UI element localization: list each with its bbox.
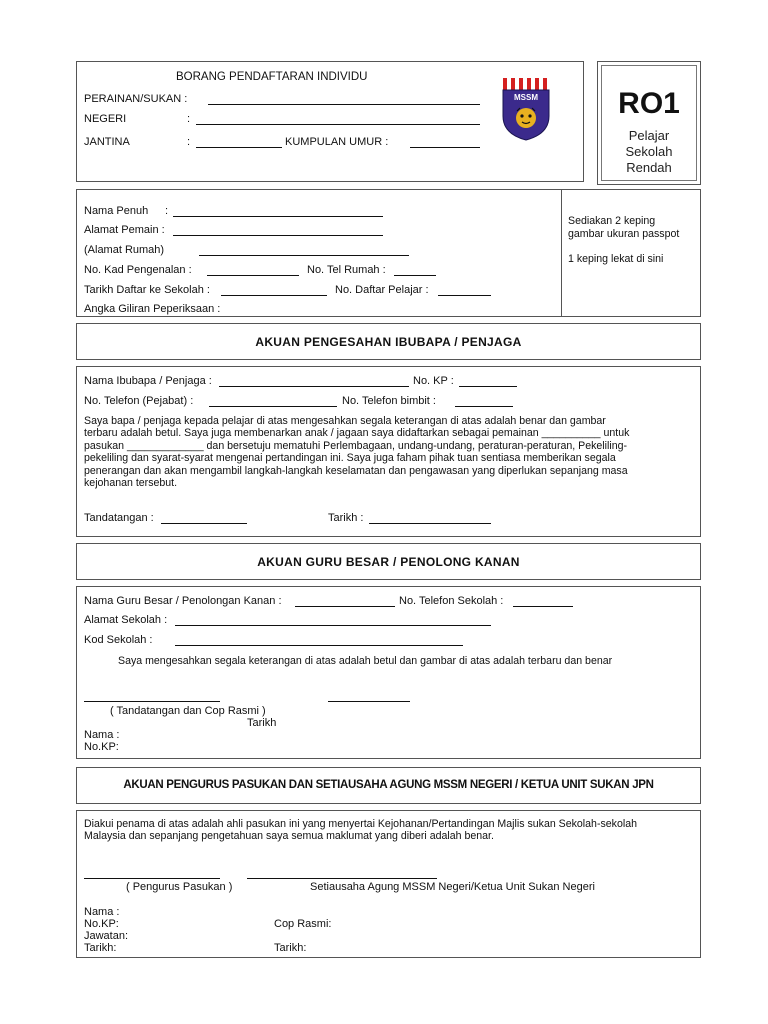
headmaster-nokp-line: No.KP:	[84, 741, 119, 753]
category-line-1: Pelajar	[628, 128, 670, 143]
headmaster-heading-box	[76, 543, 701, 580]
form-code-box	[597, 61, 701, 185]
headmaster-nama-label: Nama Guru Besar / Penolongan Kanan :	[84, 595, 282, 607]
parent-tarikh-label: Tarikh :	[328, 512, 364, 524]
parent-heading: AKUAN PENGESAHAN IBUBAPA / PENJAGA	[255, 335, 522, 349]
perainan-label: PERAINAN/SUKAN :	[84, 93, 188, 105]
parent-declaration-line-3: pasukan _____________ dan bersetuju mematuhi Perlembagaan, undang-undang, peraturan-peraturan, Pekeliling-	[84, 439, 628, 452]
kod-sekolah-label: Kod Sekolah :	[84, 634, 153, 646]
headmaster-tarikh-field[interactable]	[328, 701, 410, 702]
jantina-label: JANTINA	[84, 136, 130, 148]
pengurus-caption: ( Pengurus Pasukan )	[126, 881, 233, 893]
headmaster-sign-caption: ( Tandatangan dan Cop Rasmi )	[110, 705, 266, 717]
parent-tandatangan-field[interactable]	[161, 523, 247, 524]
photo-area[interactable]	[561, 190, 702, 316]
tarikh-daftar-field[interactable]	[221, 295, 327, 296]
nama-penuh-label: Nama Penuh	[84, 205, 149, 217]
student-info-box	[76, 189, 701, 317]
parent-declaration-line-6: kejohanan tersebut.	[84, 477, 178, 490]
no-daftar-field[interactable]	[438, 295, 491, 296]
nama-penuh-field[interactable]	[173, 216, 383, 217]
alamat-rumah-label: (Alamat Rumah)	[84, 244, 165, 256]
negeri-label: NEGERI	[84, 113, 127, 125]
logo-text: MSSM	[514, 93, 538, 102]
alamat-sekolah-label: Alamat Sekolah :	[84, 614, 168, 626]
tel-pejabat-label: No. Telefon (Pejabat) :	[84, 395, 194, 407]
category-line-3: Rendah	[626, 160, 672, 175]
parent-declaration-line-4: pekeliling dan syarat-syarat mengenai pertandingan ini. Saya juga faham pihak tuan sentiasa memberikan segala	[84, 452, 616, 465]
tel-sekolah-field[interactable]	[513, 606, 573, 607]
cop-rasmi-label: Cop Rasmi:	[274, 918, 332, 930]
alamat-rumah-field[interactable]	[199, 255, 409, 256]
setiausaha-caption: Setiausaha Agung MSSM Negeri/Ketua Unit Sukan Negeri	[310, 881, 595, 893]
headmaster-box	[76, 586, 701, 759]
kad-pengenalan-field[interactable]	[207, 275, 299, 276]
alamat-sekolah-field[interactable]	[175, 625, 491, 626]
alamat-pemain-field[interactable]	[173, 235, 383, 236]
jantina-colon: :	[187, 136, 191, 148]
form-code: RO1	[618, 87, 680, 120]
perainan-field[interactable]	[208, 104, 480, 105]
headmaster-declaration: Saya mengesahkan segala keterangan di atas adalah betul dan gambar di atas adalah terbaru dan benar	[118, 655, 613, 667]
manager-tarikh-left: Tarikh:	[84, 942, 117, 954]
header-box	[76, 61, 584, 182]
manager-heading-box	[76, 767, 701, 804]
headmaster-tarikh-label: Tarikh	[247, 717, 277, 729]
parent-declaration-line-1: Saya bapa / penjaga kepada pelajar di atas mengesahkan segala keterangan di atas adalah benar dan gambar	[84, 415, 606, 427]
tel-bimbit-field[interactable]	[455, 406, 513, 407]
manager-heading: AKUAN PENGURUS PASUKAN DAN SETIAUSAHA AGUNG MSSM NEGERI / KETUA UNIT SUKAN JPN	[123, 779, 654, 791]
tel-sekolah-label: No. Telefon Sekolah :	[399, 595, 504, 607]
manager-declaration-line-2: Malaysia dan sepanjang pengetahuan saya semua maklumat yang diberi adalah benar.	[84, 830, 494, 843]
manager-box	[76, 810, 701, 958]
tel-bimbit-label: No. Telefon bimbit :	[342, 395, 436, 407]
tel-rumah-label: No. Tel Rumah :	[307, 264, 386, 276]
jantina-field[interactable]	[196, 147, 282, 148]
kumpulan-label: KUMPULAN UMUR :	[285, 136, 389, 148]
manager-tarikh-right: Tarikh:	[274, 942, 307, 954]
tel-pejabat-field[interactable]	[209, 406, 337, 407]
parent-nama-label: Nama Ibubapa / Penjaga :	[84, 375, 212, 387]
manager-nokp-line: No.KP:	[84, 918, 119, 930]
headmaster-nama-line: Nama :	[84, 729, 120, 741]
photo-note-2: gambar ukuran passpot	[568, 228, 680, 240]
manager-declaration	[84, 818, 696, 843]
parent-kp-label: No. KP :	[413, 375, 454, 387]
tel-rumah-field[interactable]	[394, 275, 436, 276]
form-title: BORANG PENDAFTARAN INDIVIDU	[176, 71, 368, 83]
manager-declaration-line-1: Diakui penama di atas adalah ahli pasukan ini yang menyertai Kejohanan/Pertandingan Majlis sukan Sekolah-sekolah	[84, 818, 637, 830]
negeri-field[interactable]	[196, 124, 480, 125]
parent-kp-field[interactable]	[459, 386, 517, 387]
negeri-colon: :	[187, 113, 191, 125]
manager-jawatan-line: Jawatan:	[84, 930, 129, 942]
photo-note-1: Sediakan 2 keping	[568, 215, 656, 227]
alamat-pemain-label: Alamat Pemain :	[84, 224, 165, 236]
parent-declaration-line-5: penerangan dan akan mengambil langkah-langkah keselamatan dan pengawasan yang diperlukan sepanjang masa	[84, 464, 628, 477]
nama-penuh-colon: :	[165, 205, 169, 217]
parent-tandatangan-label: Tandatangan :	[84, 512, 154, 524]
headmaster-heading: AKUAN GURU BESAR / PENOLONG KANAN	[257, 555, 520, 569]
parent-declaration-line-2: terbaru adalah betul. Saya juga membenarkan anak / jagaan saya didaftarkan sebagai pemainan __________ untuk	[84, 427, 630, 440]
manager-nama-line: Nama :	[84, 906, 120, 918]
angka-giliran-label: Angka Giliran Peperiksaan :	[84, 303, 221, 315]
kumpulan-field[interactable]	[410, 147, 480, 148]
tarikh-daftar-label: Tarikh Daftar ke Sekolah :	[84, 284, 210, 296]
parent-box	[76, 366, 701, 537]
form-code-inner	[601, 65, 697, 181]
kad-pengenalan-label: No. Kad Pengenalan :	[84, 264, 192, 276]
no-daftar-label: No. Daftar Pelajar :	[335, 284, 429, 296]
form-category	[602, 128, 696, 176]
parent-nama-field[interactable]	[219, 386, 409, 387]
setiausaha-signature-field[interactable]	[247, 878, 437, 879]
category-line-2: Sekolah	[625, 144, 673, 159]
pengurus-signature-field[interactable]	[84, 878, 220, 879]
headmaster-nama-field[interactable]	[295, 606, 395, 607]
photo-note-3: 1 keping lekat di sini	[568, 253, 664, 265]
kod-sekolah-field[interactable]	[175, 645, 463, 646]
parent-declaration	[84, 415, 696, 489]
headmaster-signature-field[interactable]	[84, 701, 220, 702]
mssm-logo-icon	[501, 76, 551, 142]
parent-heading-box	[76, 323, 701, 360]
parent-tarikh-field[interactable]	[369, 523, 491, 524]
